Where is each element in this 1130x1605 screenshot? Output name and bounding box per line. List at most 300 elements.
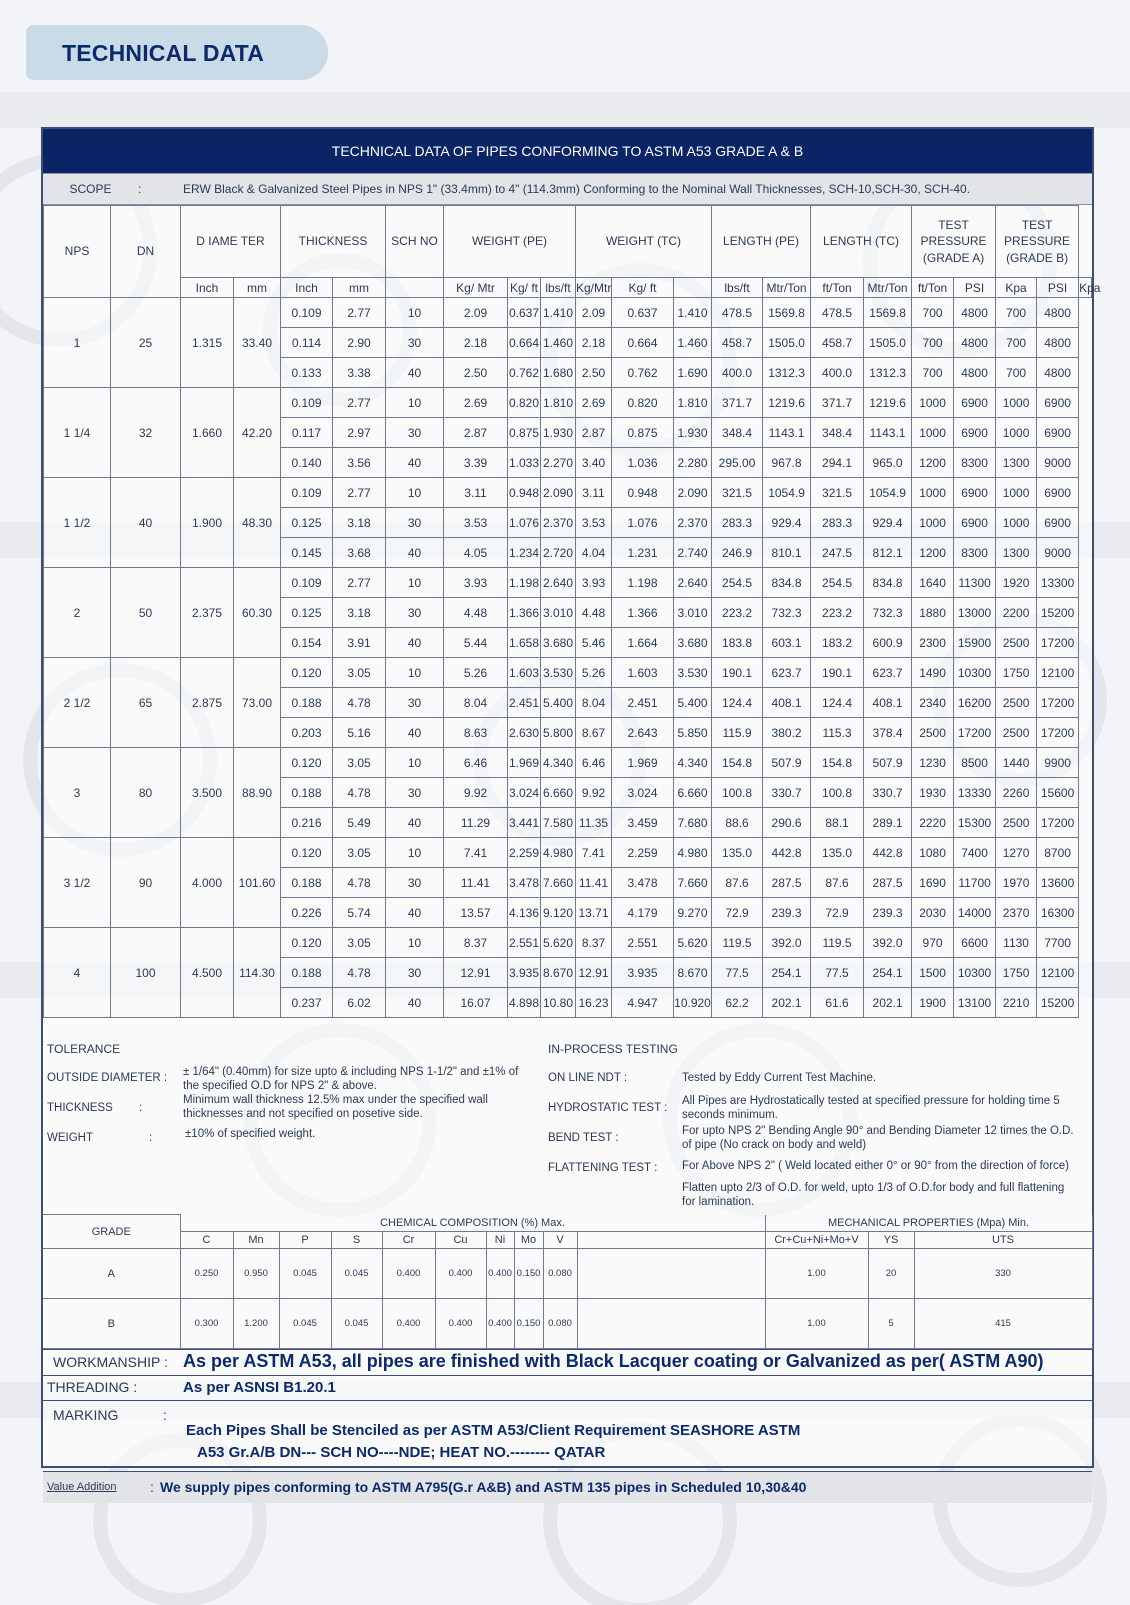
table-cell: 4.78 — [333, 958, 386, 988]
table-cell: 4.980 — [674, 838, 712, 868]
cell-mm: 114.30 — [234, 928, 281, 1018]
table-cell: 1.231 — [612, 538, 674, 568]
table-cell: 623.7 — [763, 658, 811, 688]
table-cell: 190.1 — [712, 658, 763, 688]
cell-inch: 4.000 — [181, 838, 234, 928]
chem-value: 0.080 — [543, 1249, 577, 1299]
table-cell: 4.898 — [508, 988, 541, 1018]
table-cell: 1900 — [912, 988, 954, 1018]
table-cell: 5.46 — [576, 628, 612, 658]
table-cell: 4.48 — [444, 598, 508, 628]
cell-mm: 48.30 — [234, 478, 281, 568]
table-cell: 12100 — [1037, 658, 1079, 688]
table-cell: 3.680 — [541, 628, 576, 658]
table-cell: 4.179 — [612, 898, 674, 928]
table-cell: 40 — [386, 808, 444, 838]
table-cell: 3.935 — [612, 958, 674, 988]
table-cell: 1930 — [912, 778, 954, 808]
chem-value: 0.080 — [543, 1299, 577, 1349]
scope-colon: : — [138, 182, 142, 196]
table-cell: 0.226 — [281, 898, 333, 928]
table-cell: 700 — [996, 358, 1037, 388]
thickness-text: Minimum wall thickness 12.5% max under the specified wall thicknesses and not specified on posetive side. — [183, 1094, 488, 1120]
chem-value: 1.200 — [233, 1299, 279, 1349]
marking-line-2: A53 Gr.A/B DN--- SCH NO----NDE; HEAT NO.-------- QATAR — [197, 1444, 606, 1461]
table-cell: 30 — [386, 328, 444, 358]
chem-value: 0.400 — [486, 1249, 514, 1299]
table-cell: 9.92 — [444, 778, 508, 808]
table-cell: 1.930 — [674, 418, 712, 448]
table-cell: 17200 — [1037, 628, 1079, 658]
table-cell: 1.234 — [508, 538, 541, 568]
header-thickness: THICKNESS — [281, 206, 386, 278]
table-cell: 5.400 — [541, 688, 576, 718]
table-cell: 135.0 — [712, 838, 763, 868]
table-cell: 223.2 — [811, 598, 864, 628]
table-cell: 330.7 — [864, 778, 912, 808]
marking-label: MARKING — [53, 1407, 119, 1423]
table-cell: 6900 — [1037, 508, 1079, 538]
table-cell: 239.3 — [763, 898, 811, 928]
table-cell: 3.53 — [444, 508, 508, 538]
subheader-cell: lbs/ft — [712, 278, 763, 298]
table-cell: 16.23 — [576, 988, 612, 1018]
table-cell: 4.980 — [541, 838, 576, 868]
table-cell: 246.9 — [712, 538, 763, 568]
table-cell: 478.5 — [712, 298, 763, 328]
table-cell: 2.451 — [508, 688, 541, 718]
table-cell: 2.370 — [541, 508, 576, 538]
table-cell: 15900 — [954, 628, 996, 658]
table-cell: 2.630 — [508, 718, 541, 748]
chem-col-header: Cr+Cu+Ni+Mo+V — [765, 1232, 868, 1249]
table-cell: 72.9 — [712, 898, 763, 928]
table-cell: 507.9 — [864, 748, 912, 778]
cell-dn: 32 — [111, 388, 181, 478]
value-addition-row — [43, 1471, 1092, 1503]
cell-nps: 3 — [44, 748, 111, 838]
table-cell: 17200 — [1037, 808, 1079, 838]
table-cell: 11.35 — [576, 808, 612, 838]
table-cell: 5.44 — [444, 628, 508, 658]
table-cell: 15200 — [1037, 598, 1079, 628]
pipe-data-table — [43, 205, 1101, 1018]
table-cell: 1.810 — [541, 388, 576, 418]
table-cell: 6.46 — [444, 748, 508, 778]
chem-value: 0.400 — [382, 1249, 435, 1299]
table-cell: 1000 — [996, 388, 1037, 418]
table-cell: 1750 — [996, 958, 1037, 988]
od-label: OUTSIDE DIAMETER : — [47, 1072, 168, 1084]
table-cell: 119.5 — [811, 928, 864, 958]
chem-value: 1.00 — [765, 1299, 868, 1349]
table-cell: 4.947 — [612, 988, 674, 1018]
chem-spacer — [577, 1249, 765, 1299]
table-cell: 0.203 — [281, 718, 333, 748]
chem-value: 0.150 — [514, 1299, 543, 1349]
workmanship-label: WORKMANSHIP : — [53, 1354, 168, 1370]
table-cell: 8.04 — [444, 688, 508, 718]
table-cell: 30 — [386, 688, 444, 718]
table-cell: 4.48 — [576, 598, 612, 628]
table-cell: 16.07 — [444, 988, 508, 1018]
table-cell: 965.0 — [864, 448, 912, 478]
value-addition-label: Value Addition — [47, 1481, 117, 1493]
table-cell: 2.551 — [508, 928, 541, 958]
workmanship-text: As per ASTM A53, all pipes are finished with Black Lacquer coating or Galvanized as per( ASTM A90) — [183, 1351, 1044, 1371]
table-cell: 87.6 — [811, 868, 864, 898]
table-cell: 30 — [386, 418, 444, 448]
subheader-cell: Kg/Mtr — [576, 278, 612, 298]
table-cell: 0.875 — [612, 418, 674, 448]
table-cell: 8300 — [954, 448, 996, 478]
chem-value: 0.045 — [331, 1249, 382, 1299]
table-cell: 87.6 — [712, 868, 763, 898]
chem-value: 1.00 — [765, 1249, 868, 1299]
table-cell: 10300 — [954, 658, 996, 688]
table-cell: 1.690 — [674, 358, 712, 388]
table-cell: 10.80 — [541, 988, 576, 1018]
table-cell: 40 — [386, 358, 444, 388]
table-cell: 30 — [386, 508, 444, 538]
chem-col-header: Mn — [233, 1232, 279, 1249]
bend-text: For upto NPS 2" Bending Angle 90° and Bending Diameter 12 times the O.D. of pipe (No crack on body and weld) — [682, 1125, 1074, 1151]
thickness-colon: : — [139, 1102, 143, 1114]
table-cell: 3.93 — [444, 568, 508, 598]
table-cell: 0.120 — [281, 928, 333, 958]
table-cell: 810.1 — [763, 538, 811, 568]
table-row — [44, 658, 1092, 688]
table-cell: 88.6 — [712, 808, 763, 838]
table-cell: 2.280 — [674, 448, 712, 478]
table-cell: 115.9 — [712, 718, 763, 748]
table-cell: 4800 — [1037, 328, 1079, 358]
subheader-cell: Kpa — [996, 278, 1037, 298]
table-cell: 1300 — [996, 448, 1037, 478]
table-cell: 0.237 — [281, 988, 333, 1018]
tolerance-testing-section — [43, 1018, 1092, 1214]
table-cell: 88.1 — [811, 808, 864, 838]
table-cell: 11300 — [954, 568, 996, 598]
table-cell: 1880 — [912, 598, 954, 628]
cell-inch: 4.500 — [181, 928, 234, 1018]
header-sch: SCH NO — [386, 206, 444, 278]
table-cell: 1143.1 — [763, 418, 811, 448]
table-cell: 1312.3 — [864, 358, 912, 388]
chem-value: 0.400 — [382, 1299, 435, 1349]
chem-value: 415 — [914, 1299, 1092, 1349]
table-cell: 5.49 — [333, 808, 386, 838]
table-cell: 5.620 — [541, 928, 576, 958]
table-cell: 4.78 — [333, 688, 386, 718]
table-cell: 1690 — [912, 868, 954, 898]
table-cell: 7.660 — [541, 868, 576, 898]
table-cell: 72.9 — [811, 898, 864, 928]
table-cell: 7.580 — [541, 808, 576, 838]
table-cell: 15200 — [1037, 988, 1079, 1018]
table-cell: 0.120 — [281, 748, 333, 778]
table-cell: 10 — [386, 478, 444, 508]
threading-row — [43, 1375, 1092, 1400]
table-cell: 247.5 — [811, 538, 864, 568]
table-cell: 0.948 — [612, 478, 674, 508]
table-cell: 3.39 — [444, 448, 508, 478]
marking-line-1: Each Pipes Shall be Stenciled as per ASTM A53/Client Requirement SEASHORE ASTM — [186, 1422, 801, 1439]
table-cell: 2210 — [996, 988, 1037, 1018]
table-cell: 2.451 — [612, 688, 674, 718]
table-cell: 700 — [912, 328, 954, 358]
table-cell: 0.664 — [508, 328, 541, 358]
table-cell: 1.410 — [541, 298, 576, 328]
cell-nps: 1 — [44, 298, 111, 388]
table-cell: 62.2 — [712, 988, 763, 1018]
table-cell: 10 — [386, 298, 444, 328]
table-cell: 40 — [386, 538, 444, 568]
table-cell: 2500 — [996, 718, 1037, 748]
table-cell: 13600 — [1037, 868, 1079, 898]
table-cell: 8700 — [1037, 838, 1079, 868]
table-cell: 1000 — [996, 418, 1037, 448]
table-cell: 6.660 — [674, 778, 712, 808]
table-cell: 6900 — [954, 388, 996, 418]
table-cell: 100.8 — [811, 778, 864, 808]
table-cell: 13300 — [1037, 568, 1079, 598]
table-cell: 1.033 — [508, 448, 541, 478]
table-cell: 1.664 — [612, 628, 674, 658]
table-cell: 2.18 — [444, 328, 508, 358]
table-cell: 2300 — [912, 628, 954, 658]
table-cell: 1.930 — [541, 418, 576, 448]
table-cell: 0.140 — [281, 448, 333, 478]
table-cell: 11.41 — [444, 868, 508, 898]
table-cell: 5.400 — [674, 688, 712, 718]
cell-inch: 1.900 — [181, 478, 234, 568]
table-cell: 0.120 — [281, 838, 333, 868]
table-cell: 5.26 — [576, 658, 612, 688]
ndt-label: ON LINE NDT : — [548, 1072, 628, 1084]
cell-dn: 65 — [111, 658, 181, 748]
hydro-text: All Pipes are Hydrostatically tested at specified pressure for holding time 5 seconds minimum. — [682, 1095, 1060, 1121]
table-cell: 30 — [386, 868, 444, 898]
table-cell: 17200 — [954, 718, 996, 748]
cell-mm: 88.90 — [234, 748, 281, 838]
chem-value: 0.400 — [435, 1249, 486, 1299]
table-cell: 30 — [386, 598, 444, 628]
value-addition-text: We supply pipes conforming to ASTM A795(G.r A&B) and ASTM 135 pipes in Scheduled 10,30&40 — [160, 1479, 807, 1495]
table-cell: 0.120 — [281, 658, 333, 688]
table-cell: 1640 — [912, 568, 954, 598]
table-cell: 392.0 — [864, 928, 912, 958]
table-cell: 0.188 — [281, 688, 333, 718]
table-cell: 1000 — [912, 388, 954, 418]
table-title: TECHNICAL DATA OF PIPES CONFORMING TO ASTM A53 GRADE A & B — [43, 129, 1092, 173]
table-cell: 3.05 — [333, 838, 386, 868]
flattening-label: FLATTENING TEST : — [548, 1162, 658, 1174]
cell-inch: 1.660 — [181, 388, 234, 478]
table-cell: 4.05 — [444, 538, 508, 568]
table-cell: 30 — [386, 958, 444, 988]
table-cell: 154.8 — [712, 748, 763, 778]
table-cell: 2.69 — [444, 388, 508, 418]
table-cell: 3.68 — [333, 538, 386, 568]
table-cell: 442.8 — [763, 838, 811, 868]
subheader-cell: ft/Ton — [811, 278, 864, 298]
chem-spacer — [577, 1299, 765, 1349]
chem-col-header: UTS — [914, 1232, 1092, 1249]
table-cell: 40 — [386, 448, 444, 478]
table-cell: 2.69 — [576, 388, 612, 418]
table-cell: 0.145 — [281, 538, 333, 568]
table-cell: 13330 — [954, 778, 996, 808]
table-row — [44, 478, 1092, 508]
table-cell: 0.114 — [281, 328, 333, 358]
table-cell: 6900 — [1037, 388, 1079, 418]
table-cell: 0.664 — [612, 328, 674, 358]
table-cell: 183.8 — [712, 628, 763, 658]
flattening-text-1: For Above NPS 2" ( Weld located either 0° or 90° from the direction of force) — [682, 1160, 1069, 1172]
table-cell: 700 — [912, 358, 954, 388]
table-cell: 623.7 — [864, 658, 912, 688]
table-cell: 2.640 — [674, 568, 712, 598]
table-cell: 0.762 — [612, 358, 674, 388]
table-cell: 5.620 — [674, 928, 712, 958]
header-weight-tc: WEIGHT (TC) — [576, 206, 712, 278]
table-cell: 8.37 — [444, 928, 508, 958]
table-cell: 11.29 — [444, 808, 508, 838]
table-cell: 9.270 — [674, 898, 712, 928]
table-cell: 8.04 — [576, 688, 612, 718]
table-cell: 6900 — [1037, 418, 1079, 448]
table-cell: 3.53 — [576, 508, 612, 538]
chem-value: 0.400 — [435, 1299, 486, 1349]
table-cell: 135.0 — [811, 838, 864, 868]
grade-b-row — [43, 1299, 1092, 1349]
table-cell: 1.366 — [508, 598, 541, 628]
table-cell: 3.56 — [333, 448, 386, 478]
table-cell: 5.74 — [333, 898, 386, 928]
chem-value: 330 — [914, 1249, 1092, 1299]
cell-nps: 2 1/2 — [44, 658, 111, 748]
subheader-cell: Kg/ Mtr — [444, 278, 508, 298]
table-cell: 294.1 — [811, 448, 864, 478]
table-cell: 61.6 — [811, 988, 864, 1018]
table-cell: 2500 — [996, 688, 1037, 718]
table-row — [44, 298, 1092, 328]
subheader-cell: Inch — [281, 278, 333, 298]
table-cell: 929.4 — [864, 508, 912, 538]
table-cell: 392.0 — [763, 928, 811, 958]
table-cell: 3.05 — [333, 928, 386, 958]
table-cell: 2260 — [996, 778, 1037, 808]
table-cell: 2.720 — [541, 538, 576, 568]
grade-header: GRADE — [43, 1215, 180, 1249]
table-cell: 154.8 — [811, 748, 864, 778]
table-cell: 1080 — [912, 838, 954, 868]
table-cell: 371.7 — [811, 388, 864, 418]
chem-value: 0.045 — [279, 1249, 331, 1299]
table-cell: 1750 — [996, 658, 1037, 688]
table-cell: 5.16 — [333, 718, 386, 748]
table-cell: 834.8 — [864, 568, 912, 598]
chem-col-spacer — [577, 1232, 765, 1249]
table-cell: 9900 — [1037, 748, 1079, 778]
table-cell: 478.5 — [811, 298, 864, 328]
table-cell: 1.198 — [508, 568, 541, 598]
table-cell: 1219.6 — [864, 388, 912, 418]
table-cell: 13100 — [954, 988, 996, 1018]
table-cell: 458.7 — [811, 328, 864, 358]
subheader-cell — [674, 278, 712, 298]
chemical-title: CHEMICAL COMPOSITION (%) Max. — [180, 1215, 765, 1232]
table-cell: 190.1 — [811, 658, 864, 688]
table-cell: 9000 — [1037, 538, 1079, 568]
table-cell: 2.87 — [444, 418, 508, 448]
cell-nps: 4 — [44, 928, 111, 1018]
table-cell: 40 — [386, 628, 444, 658]
table-cell: 1312.3 — [763, 358, 811, 388]
chem-value: 0.250 — [180, 1249, 233, 1299]
table-cell: 2.90 — [333, 328, 386, 358]
cell-mm: 33.40 — [234, 298, 281, 388]
table-cell: 3.38 — [333, 358, 386, 388]
table-cell: 408.1 — [763, 688, 811, 718]
table-cell: 12.91 — [576, 958, 612, 988]
page-title: TECHNICAL DATA — [62, 40, 265, 66]
table-cell: 8300 — [954, 538, 996, 568]
cell-nps: 1 1/2 — [44, 478, 111, 568]
table-cell: 0.109 — [281, 388, 333, 418]
table-cell: 2.643 — [612, 718, 674, 748]
subheader-cell: mm — [333, 278, 386, 298]
table-cell: 3.010 — [674, 598, 712, 628]
table-cell: 1505.0 — [864, 328, 912, 358]
table-cell: 1230 — [912, 748, 954, 778]
table-cell: 124.4 — [712, 688, 763, 718]
table-cell: 1970 — [996, 868, 1037, 898]
table-cell: 2.09 — [444, 298, 508, 328]
chem-value: 0.950 — [233, 1249, 279, 1299]
table-cell: 6900 — [1037, 478, 1079, 508]
table-cell: 4.136 — [508, 898, 541, 928]
chem-col-header: S — [331, 1232, 382, 1249]
table-cell: 3.478 — [612, 868, 674, 898]
grade-label: B — [43, 1299, 180, 1349]
table-cell: 0.125 — [281, 598, 333, 628]
table-cell: 4800 — [1037, 298, 1079, 328]
table-cell: 330.7 — [763, 778, 811, 808]
table-cell: 2500 — [996, 628, 1037, 658]
subheader-cell: Mtr/Ton — [763, 278, 811, 298]
table-cell: 289.1 — [864, 808, 912, 838]
table-cell: 15300 — [954, 808, 996, 838]
table-cell: 3.024 — [612, 778, 674, 808]
chem-value: 5 — [868, 1299, 914, 1349]
table-cell: 1.366 — [612, 598, 674, 628]
table-cell: 10 — [386, 928, 444, 958]
table-cell: 0.820 — [612, 388, 674, 418]
table-cell: 1.680 — [541, 358, 576, 388]
table-cell: 0.188 — [281, 958, 333, 988]
marking-row — [43, 1400, 1092, 1471]
table-cell: 7700 — [1037, 928, 1079, 958]
table-cell: 283.3 — [811, 508, 864, 538]
table-cell: 1.036 — [612, 448, 674, 478]
table-cell: 4.78 — [333, 868, 386, 898]
table-cell: 202.1 — [763, 988, 811, 1018]
table-cell: 16300 — [1037, 898, 1079, 928]
table-cell: 1000 — [996, 508, 1037, 538]
flattening-text-2: Flatten upto 2/3 of O.D. for weld, upto 1/3 of O.D.for body and full flattening for lamination. — [682, 1182, 1065, 1208]
